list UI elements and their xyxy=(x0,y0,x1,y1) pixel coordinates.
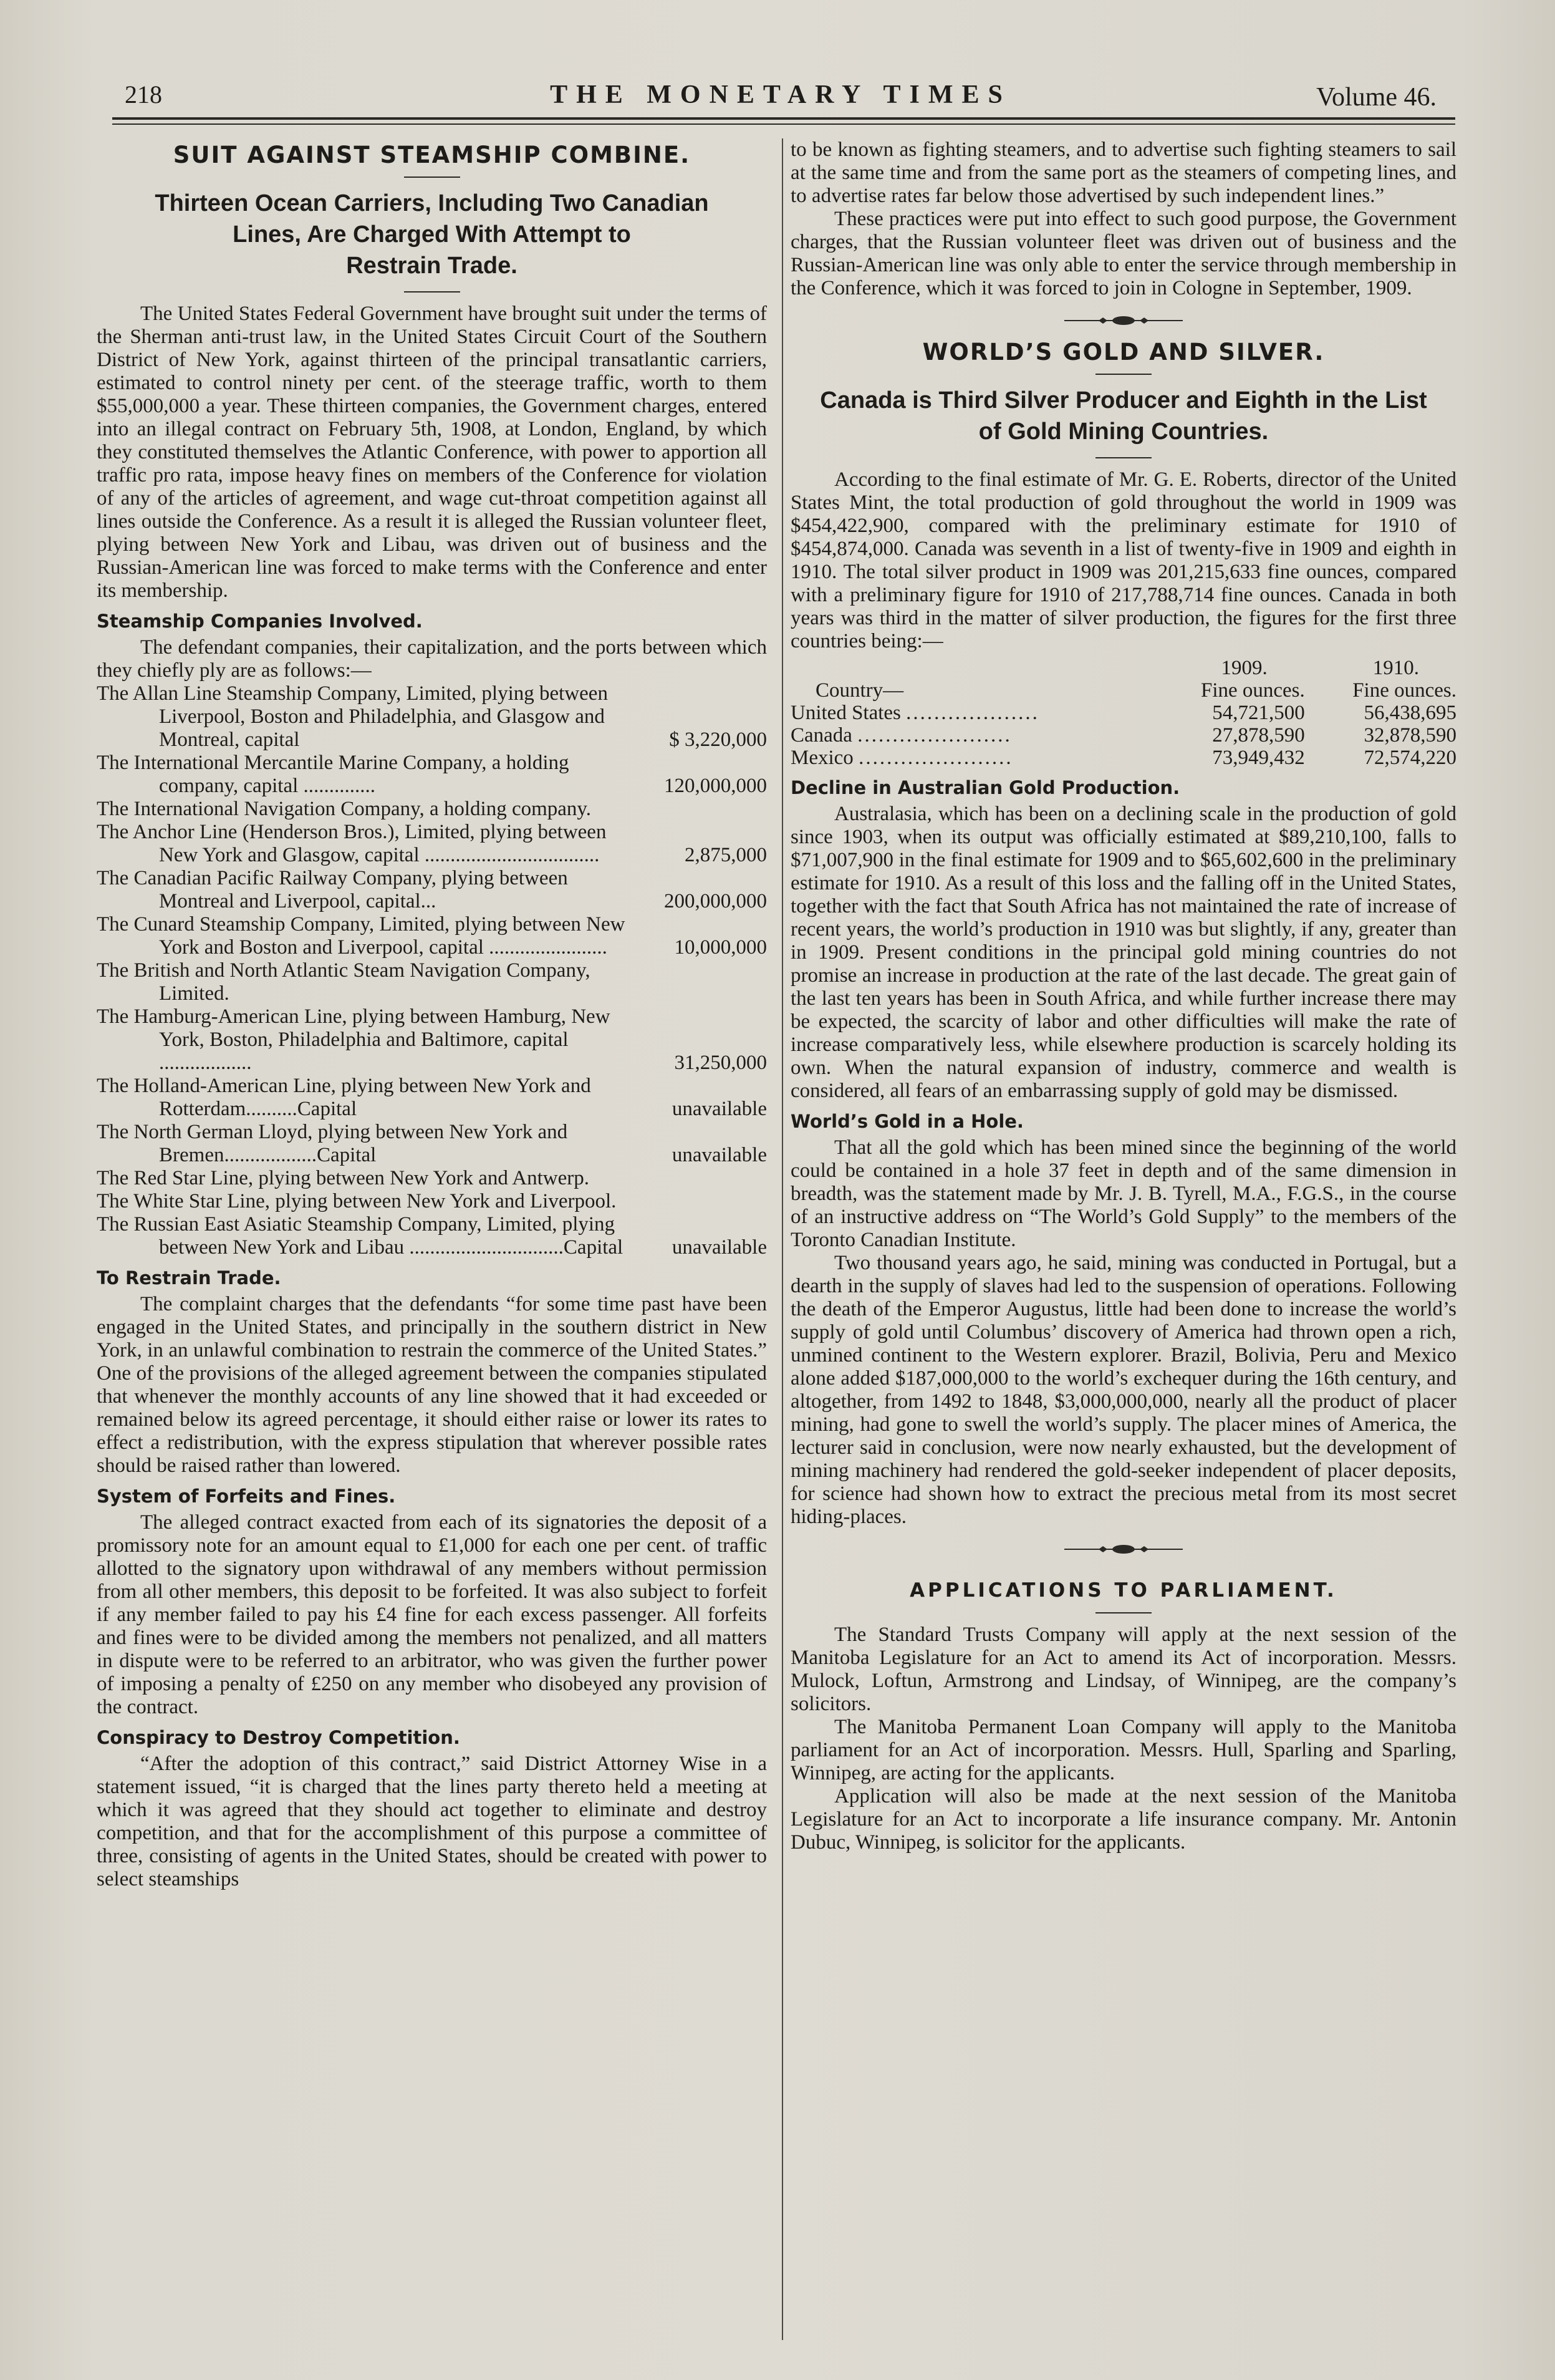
company-row xyxy=(97,821,767,867)
restrain-paragraph: The complaint charges that the defendants “for some time past have been engaged in the United States, and principally in the southern district in New York, in an unlawful combination to restrain the commerce of the United States.” One of the provisions of the alleged agreement between the companies stipulated that whenever the monthly accounts of any line showed that it had exceeded or remained below its agreed percentage, it should either raise or lower its rates to effect a redistribution, with the express stipulation that wherever possible rates should be raised rather than lowered. xyxy=(97,1293,767,1477)
company-row xyxy=(97,1005,767,1075)
company-capital: 10,000,000 xyxy=(674,936,767,959)
table-year-row xyxy=(791,657,1456,679)
company-name: The Red Star Line, plying between New York and Antwerp. xyxy=(97,1167,590,1189)
table-row: Canada ...................... 27,878,590 32,878,590 xyxy=(791,724,1456,747)
article-subtitle-line-3: Restrain Trade. xyxy=(346,253,518,279)
value-1909-cell: 73,949,432 xyxy=(1212,747,1305,769)
volume-label: Volume 46. xyxy=(1316,83,1437,112)
section-heading-companies: Steamship Companies Involved. xyxy=(97,611,423,632)
practices-paragraph: These practices were put into effect to such good purpose, the Government charges, that the Russian volunteer fleet was driven out of business and the Russian-American line was only able to enter the service through membership in the Conference, which it was forced to join in Cologne in September, 1909. xyxy=(791,208,1456,299)
company-row xyxy=(97,1190,767,1213)
right-column xyxy=(791,138,1456,1854)
article-subtitle-line-1: Thirteen Ocean Carriers, Including Two Canadian xyxy=(155,190,709,216)
company-row xyxy=(97,1075,767,1121)
country-column-header: Country— xyxy=(816,679,904,702)
company-capital: 200,000,000 xyxy=(664,890,767,912)
company-name: The Holland-American Line, plying between New York and Rotterdam..........Capital xyxy=(97,1075,591,1120)
company-name: The Russian East Asiatic Steamship Company, Limited, plying between New York and Libau ..............................Capital xyxy=(97,1213,623,1259)
hole-paragraph-2: Two thousand years ago, he said, mining was conducted in Portugal, but a dearth in the supply of slaves had led to the suspension of operations. Following the death of the Emperor Augustus, little had been done to increase the world’s supply of gold until Columbus’ discovery of America had thrown open a rich, unmined continent to the Western explorer. Brazil, Bolivia, Peru and Mexico alone added $187,000,000 to the world’s exchequer during the 16th century, and altogether, from 1492 to 1848, $3,000,000,000, nearly all the product of placer mining, had gone to swell the world’s supply. The placer mines of America, the lecturer said in conclusion, were now nearly exhausted, but the development of mining machinery had rendered the gold-seeker independent of placer deposits, for science had shown how to extract the precious metal from its most secret hiding-places. xyxy=(791,1252,1456,1528)
year-1909-header: 1909. xyxy=(1221,657,1268,679)
section-heading-australia: Decline in Australian Gold Production. xyxy=(791,777,1180,798)
companies-intro: The defendant companies, their capitalization, and the ports between which they chiefly ply are as follows:— xyxy=(97,636,767,682)
company-row xyxy=(97,682,767,752)
unit-header-1910: Fine ounces. xyxy=(1352,679,1456,702)
company-capital: 2,875,000 xyxy=(685,844,767,866)
table-row: Mexico ...................... 73,949,432 72,574,220 xyxy=(791,747,1456,769)
ornament-icon xyxy=(1064,1544,1183,1555)
company-capital: 120,000,000 xyxy=(664,775,767,797)
company-row xyxy=(97,913,767,959)
company-row xyxy=(97,752,767,798)
company-capital: unavailable xyxy=(672,1236,767,1259)
section-heading-restrain: To Restrain Trade. xyxy=(97,1267,281,1289)
article-title-steamship: SUIT AGAINST STEAMSHIP COMBINE. xyxy=(173,142,691,168)
value-1910-cell: 32,878,590 xyxy=(1364,724,1456,747)
company-name: The Canadian Pacific Railway Company, plying between Montreal and Liverpool, capital... xyxy=(97,867,568,912)
ornament-divider xyxy=(791,309,1456,332)
intro-paragraph: The United States Federal Government have brought suit under the terms of the Sherman anti-trust law, in the United States Circuit Court of the Southern District of New York, against thirteen of the principal transatlantic carriers, estimated to control ninety per cent. of the steerage traffic, worth to them $55,000,000 a year. These thirteen companies, the Government charges, entered into an illegal contract on February 5th, 1908, at London, England, by which they constituted themselves the Atlantic Conference, with power to apportion all traffic pro rata, impose heavy fines on members of the Conference for violation of any of the articles of agreement, and wage cut-throat competition against all lines outside the Conference. As a result it is alleged the Russian volunteer fleet, plying between New York and Libau, was driven out of business and the Russian-American line was forced to make terms with the Conference and enter its membership. xyxy=(97,302,767,602)
company-name: The International Mercantile Marine Company, a holding company, capital .............. xyxy=(97,752,569,797)
article-title-applications: APPLICATIONS TO PARLIAMENT. xyxy=(910,1579,1337,1602)
company-capital: unavailable xyxy=(672,1098,767,1120)
value-1909-cell: 27,878,590 xyxy=(1212,724,1305,747)
title-rule xyxy=(1095,1612,1152,1613)
ornament-icon xyxy=(1064,315,1183,326)
section-heading-hole: World’s Gold in a Hole. xyxy=(791,1111,1024,1132)
value-1910-cell: 72,574,220 xyxy=(1364,747,1456,769)
company-capital: $ 3,220,000 xyxy=(669,728,767,751)
subtitle-rule xyxy=(404,291,460,293)
value-1910-cell: 56,438,695 xyxy=(1364,702,1456,724)
year-1910-header: 1910. xyxy=(1372,657,1419,679)
country-cell: United States xyxy=(791,702,901,724)
company-row xyxy=(97,798,767,821)
section-heading-conspiracy: Conspiracy to Destroy Competition. xyxy=(97,1727,460,1748)
gold-subtitle-line-1: Canada is Third Silver Producer and Eighth in the List xyxy=(820,387,1427,414)
country-cell: Canada xyxy=(791,724,852,747)
gold-subtitle-line-2: of Gold Mining Countries. xyxy=(978,418,1269,445)
column-divider xyxy=(782,138,783,2340)
company-name: The Allan Line Steamship Company, Limited, plying between Liverpool, Boston and Philadelphia, and Glasgow and Montreal, capital xyxy=(97,682,608,751)
company-name: The North German Lloyd, plying between New York and Bremen..................Capital xyxy=(97,1121,568,1166)
page-header xyxy=(125,75,1437,119)
company-name: The British and North Atlantic Steam Navigation Company, Limited. xyxy=(97,959,590,1005)
company-name: The Hamburg-American Line, plying between Hamburg, New York, Boston, Philadelphia and Baltimore, capital .................. xyxy=(97,1005,610,1074)
unit-header-1909: Fine ounces. xyxy=(1200,679,1305,702)
header-rule-thick xyxy=(112,117,1455,120)
company-name: The International Navigation Company, a holding company. xyxy=(97,798,592,820)
section-heading-forfeits: System of Forfeits and Fines. xyxy=(97,1486,396,1507)
page-number: 218 xyxy=(125,80,162,109)
hole-paragraph-1: That all the gold which has been mined since the beginning of the world could be contained in a hole 37 feet in depth and of the same dimension in breadth, was the statement made by Mr. J. B. Tyrell, M.A., F.G.S., in the course of an instructive address on “The World’s Gold Supply” to the members of the Toronto Canadian Institute. xyxy=(791,1136,1456,1251)
applications-paragraph-3: Application will also be made at the next session of the Manitoba Legislature for an Act to incorporate a life insurance company. Mr. Antonin Dubuc, Winnipeg, is solicitor for the applicants. xyxy=(791,1785,1456,1854)
subtitle-rule xyxy=(1095,457,1152,458)
company-name: The Anchor Line (Henderson Bros.), Limited, plying between New York and Glasgow, capital .................................. xyxy=(97,821,607,866)
value-1909-cell: 54,721,500 xyxy=(1212,702,1305,724)
article-subtitle-line-2: Lines, Are Charged With Attempt to xyxy=(233,221,631,248)
company-row xyxy=(97,959,767,1005)
article-title-gold: WORLD’S GOLD AND SILVER. xyxy=(922,339,1325,365)
company-row xyxy=(97,1213,767,1259)
company-row xyxy=(97,867,767,913)
publication-title: THE MONETARY TIMES xyxy=(550,80,1011,109)
country-cell: Mexico xyxy=(791,747,854,769)
forfeits-paragraph: The alleged contract exacted from each of its signatories the deposit of a promissory note for an amount equal to £1,000 for each one per cent. of traffic allotted to the signatory upon withdrawal of any members without permission from all other members, this deposit to be forfeited. It was also subject to forfeit if any member failed to pay his £4 fine for each excess passenger. All forfeits and fines were to be divided among the members not penalized, and all matters in dispute were to be referred to an arbitrator, who was given the further power of imposing a penalty of £250 on any member who disobeyed any provision of the contract. xyxy=(97,1511,767,1718)
company-row xyxy=(97,1167,767,1190)
ornament-divider xyxy=(791,1537,1456,1560)
applications-paragraph-1: The Standard Trusts Company will apply at the next session of the Manitoba Legislature for an Act to amend its Act of incorporation. Messrs. Mulock, Loftun, Armstrong and Lindsay, of Winnipeg, are the company’s solicitors. xyxy=(791,1623,1456,1715)
company-capital: 31,250,000 xyxy=(674,1052,767,1074)
left-column xyxy=(97,138,767,1891)
applications-paragraph-2: The Manitoba Permanent Loan Company will apply to the Manitoba parliament for an Act of incorporation. Messrs. Hull, Sparling and Sparling, Winnipeg, are acting for the applicants. xyxy=(791,1716,1456,1784)
table-row: United States ................... 54,721,500 56,438,695 xyxy=(791,702,1456,724)
company-capital: unavailable xyxy=(672,1144,767,1166)
header-rule-thin xyxy=(112,123,1455,125)
australia-paragraph: Australasia, which has been on a declining scale in the production of gold since 1903, when its output was officially estimated at $89,210,100, falls to $71,007,900 in the final estimate for 1909 and to $65,602,600 in the preliminary estimate for 1910. As a result of this loss and the falling off in the United States, together with the fact that South Africa has not maintained the rate of increase of recent years, the world’s production in 1910 was but slightly, if any, greater than in 1909. Present conditions in the principal gold mining countries do not promise an increase in production at the rate of the last decade. The great gain of the last ten years has been in South Africa, and while further increase there may be expected, the scarcity of labor and other difficulties will make the rate of increase comparatively less, while elsewhere production is scarcely holding its own. When the natural expansion of industry, commerce and wealth is considered, all fears of an embarrassing supply of gold may be dismissed. xyxy=(791,803,1456,1102)
conspiracy-paragraph: “After the adoption of this contract,” said District Attorney Wise in a statement issued, “it is charged that the lines party thereto held a meeting at which it was agreed that they should act together to eliminate and destroy competition, and that for the accomplishment of this purpose a committee of three, consisting of agents in the United States, should be created with power to select steamships xyxy=(97,1753,767,1890)
continued-paragraph: to be known as fighting steamers, and to advertise such fighting steamers to sail at the same time and from the same port as the steamers of competing lines, and to advertise rates far below those advertised by such independent lines.” xyxy=(791,138,1456,207)
company-name: The White Star Line, plying between New York and Liverpool. xyxy=(97,1190,617,1212)
title-rule xyxy=(404,177,460,178)
table-header-row xyxy=(791,679,1456,702)
company-row xyxy=(97,1121,767,1167)
silver-production-table xyxy=(791,657,1456,769)
company-name: The Cunard Steamship Company, Limited, plying between New York and Boston and Liverpool, capital ....................... xyxy=(97,913,625,959)
gold-intro-paragraph: According to the final estimate of Mr. G. E. Roberts, director of the United States Mint, the total production of gold throughout the world in 1909 was $454,422,900, compared with the preliminary estimate for 1910 of $454,874,000. Canada was seventh in a list of twenty-five in 1909 and eighth in 1910. The total silver product in 1909 was 201,215,633 fine ounces, compared with a preliminary figure for 1910 of 217,788,714 fine ounces. Canada in both years was third in the matter of silver production, the figures for the first three countries being:— xyxy=(791,468,1456,652)
company-list xyxy=(97,682,767,1259)
title-rule xyxy=(1095,374,1152,375)
